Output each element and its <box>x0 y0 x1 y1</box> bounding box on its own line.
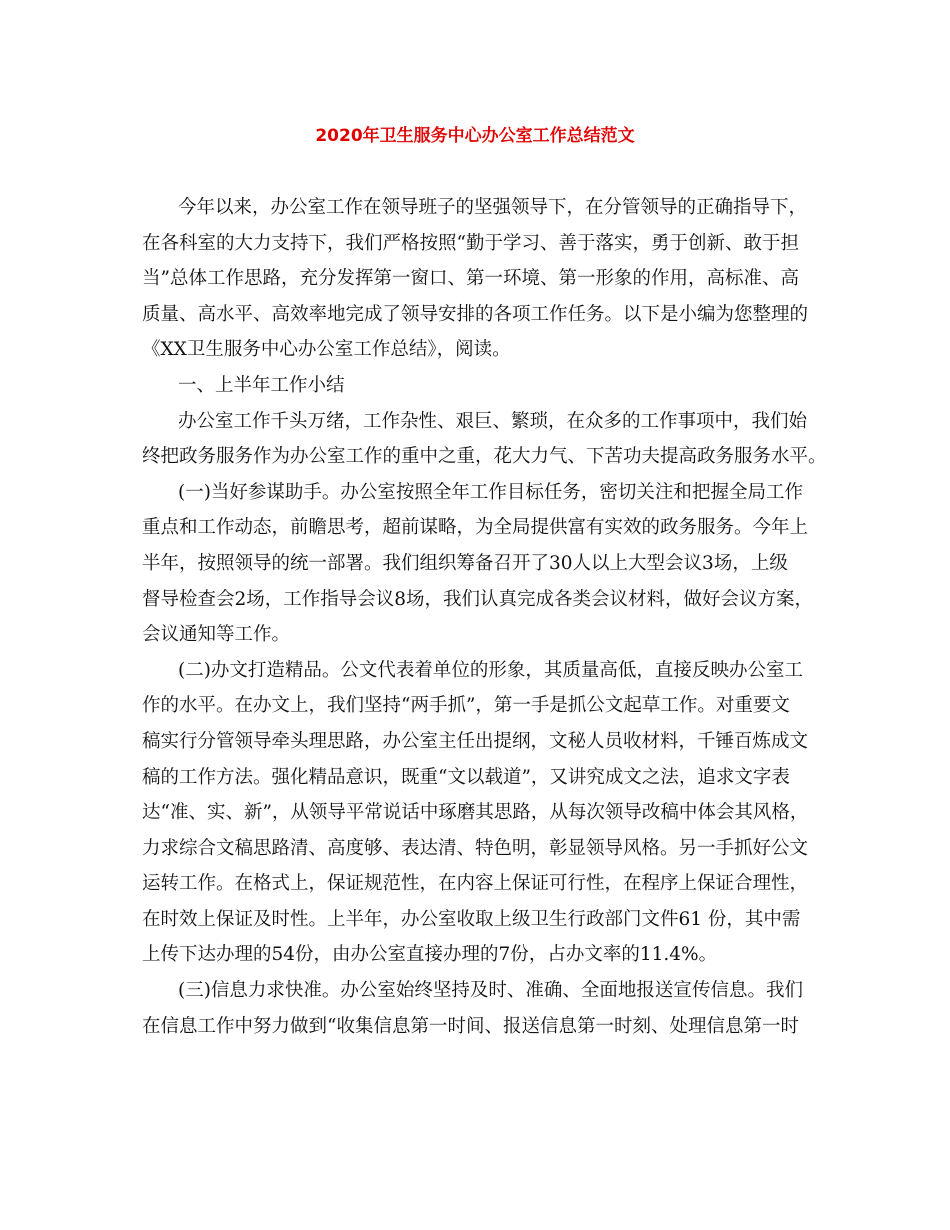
paragraph-line: 质量、高水平、高效率地完成了领导安排的各项工作任务。以下是小编为您整理的 <box>142 303 809 325</box>
paragraph-line: 稿的工作方法。强化精品意识，既重“文以载道”，又讲究成文之法，追求文字表 <box>142 766 790 788</box>
paragraph-line: 半年，按照领导的统一部署。我们组织筹备召开了30人以上大型会议3场，上级 <box>142 552 788 574</box>
paragraph-line: 达“准、实、新”，从领导平常说话中琢磨其思路，从每次领导改稿中体会其风格， <box>142 802 809 824</box>
paragraph-line: 力求综合文稿思路清、高度够、表达清、特色明，彰显领导风格。另一手抓好公文 <box>142 837 809 859</box>
paragraph-line: 督导检查会2场，工作指导会议8场，我们认真完成各类会议材料，做好会议方案， <box>142 588 814 610</box>
document-title: 2020年卫生服务中心办公室工作总结范文 <box>315 126 635 146</box>
paragraph-line: 今年以来，办公室工作在领导班子的坚强领导下，在分管领导的正确指导下， <box>178 197 808 218</box>
paragraph-line: 运转工作。在格式上，保证规范性，在内容上保证可行性，在程序上保证合理性， <box>142 873 809 895</box>
paragraph-line: 当”总体工作思路，充分发挥第一窗口、第一环境、第一形象的作用，高标准、高 <box>142 268 799 290</box>
paragraph-line: 重点和工作动态，前瞻思考，超前谋略，为全局提供富有实效的政务服务。今年上 <box>142 517 809 539</box>
paragraph-line: (三)信息力求快准。办公室始终坚持及时、准确、全面地报送宣传信息。我们 <box>178 980 803 1002</box>
paragraph-line: (一)当好参谋助手。办公室按照全年工作目标任务，密切关注和把握全局工作 <box>178 481 803 503</box>
paragraph-line: 终把政务服务作为办公室工作的重中之重，花大力气、下苦功夫提高政务服务水平。 <box>142 446 827 468</box>
paragraph-line: 在信息工作中努力做到“收集信息第一时间、报送信息第一时刻、处理信息第一时 <box>142 1015 799 1037</box>
paragraph-line: 作的水平。在办文上，我们坚持“两手抓”，第一手是抓公文起草工作。对重要文 <box>142 695 790 717</box>
paragraph-line: 稿实行分管领导牵头理思路，办公室主任出提纲，文秘人员收材料，千锤百炼成文 <box>142 730 809 752</box>
paragraph-line: (二)办文打造精品。公文代表着单位的形象，其质量高低，直接反映办公室工 <box>178 659 803 681</box>
paragraph-line: 在时效上保证及时性。上半年，办公室收取上级卫生行政部门文件61 份，其中需 <box>142 908 801 930</box>
paragraph-line: 上传下达办理的54份，由办公室直接办理的7份，占办文率的11.4%。 <box>142 944 718 966</box>
paragraph-line: 办公室工作千头万绪，工作杂性、艰巨、繁琐，在众多的工作事项中，我们始 <box>178 410 808 432</box>
section-heading: 一、上半年工作小结 <box>178 374 345 396</box>
paragraph-line: 在各科室的大力支持下，我们严格按照“勤于学习、善于落实，勇于创新、敢于担 <box>142 232 799 254</box>
document-body <box>142 195 827 1049</box>
paragraph-line: 《XX卫生服务中心办公室工作总结》，阅读。 <box>142 339 511 361</box>
paragraph-line: 会议通知等工作。 <box>142 624 291 646</box>
